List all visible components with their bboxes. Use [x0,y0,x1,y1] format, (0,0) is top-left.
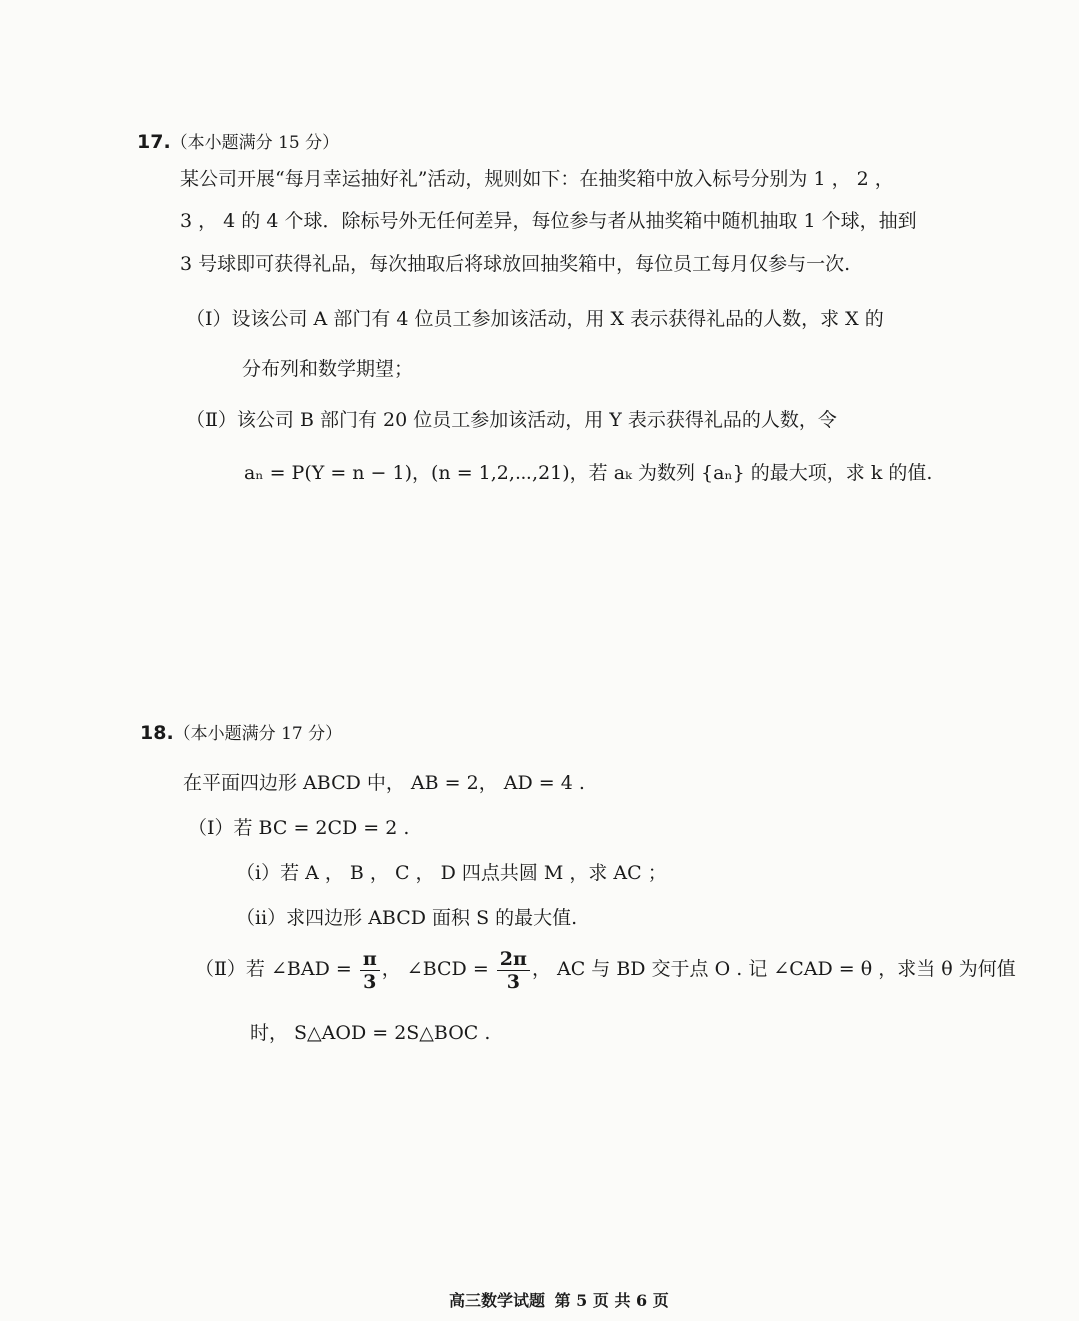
q17-part1-line2: 分布列和数学期望； [242,358,414,380]
q18-part1-cond: 若 BC = 2CD = 2 . [233,817,410,839]
frac1-denominator: 3 [363,970,377,993]
page-footer [449,1288,673,1311]
q18-sub-i-label: （ⅰ） [236,862,281,884]
q18-header [140,720,342,747]
fraction-2pi-over-3 [497,948,530,993]
q18-stem: 在平面四边形 ABCD 中， AB = 2， AD = 4 . [183,772,585,794]
q17-stem-line2: 3 ， 4 的 4 个球．除标号外无任何差异，每位参与者从抽奖箱中随机抽取 1 个球，抽到 [180,210,917,232]
footer-page-info: 第 5 页 共 6 页 [554,1291,669,1310]
footer-subject: 高三数学试题 [449,1291,546,1310]
q17-score-note: （本小题满分 15 分） [170,133,340,153]
q18-sub-ii-text: 求四边形 ABCD 面积 S 的最大值. [286,907,578,929]
q17-number: 17. [137,131,171,153]
q18-sub-i-text: 若 A ， B ， C ， D 四点共圆 M ，求 AC ； [280,862,667,884]
q17-part1 [186,306,884,332]
frac2-numerator: 2π [497,948,530,971]
q18-part2-line2: 时， S△AOD = 2S△BOC . [250,1022,491,1044]
frac2-denominator: 3 [506,970,520,993]
q17-part2-line1: 该公司 B 部门有 20 位员工参加该活动，用 Y 表示获得礼品的人数，令 [236,409,837,431]
q18-part2-c: ， AC 与 BD 交于点 O . 记 ∠CAD = θ ，求当 θ 为何值 [531,958,1016,980]
q17-part2-formula: aₙ = P(Y = n − 1)，(n = 1,2,⋯,21)，若 aₖ 为数列 {aₙ} 的最大项，求 k 的值. [244,462,933,484]
q17-stem-line1: 某公司开展“每月幸运抽好礼”活动，规则如下：在抽奖箱中放入标号分别为 1 ， 2 ， [180,168,894,190]
frac1-numerator: π [360,948,380,971]
q17-header [137,129,339,156]
q17-part2 [186,407,837,433]
q17-part1-label: （Ⅰ） [186,308,232,330]
q18-sub-ii [236,905,577,931]
q18-part2-label: （Ⅱ） [195,958,246,980]
q18-part2-a: 若 ∠BAD = [245,958,352,980]
q17-stem-line3: 3 号球即可获得礼品，每次抽取后将球放回抽奖箱中，每位员工每月仅参与一次. [180,253,851,275]
q18-part1-label: （Ⅰ） [188,817,234,839]
q18-sub-i [236,860,667,886]
q18-part2 [195,946,1016,993]
q18-part1 [188,815,409,841]
q18-part2-b: ， ∠BCD = [381,958,489,980]
q17-part2-label: （Ⅱ） [186,409,237,431]
q17-part1-line1: 设该公司 A 部门有 4 位员工参加该活动，用 X 表示获得礼品的人数，求 X 的 [231,308,884,330]
q18-sub-ii-label: （ⅱ） [236,907,287,929]
fraction-pi-over-3 [360,948,380,993]
q18-score-note: （本小题满分 17 分） [173,724,343,744]
q18-number: 18. [140,722,174,744]
